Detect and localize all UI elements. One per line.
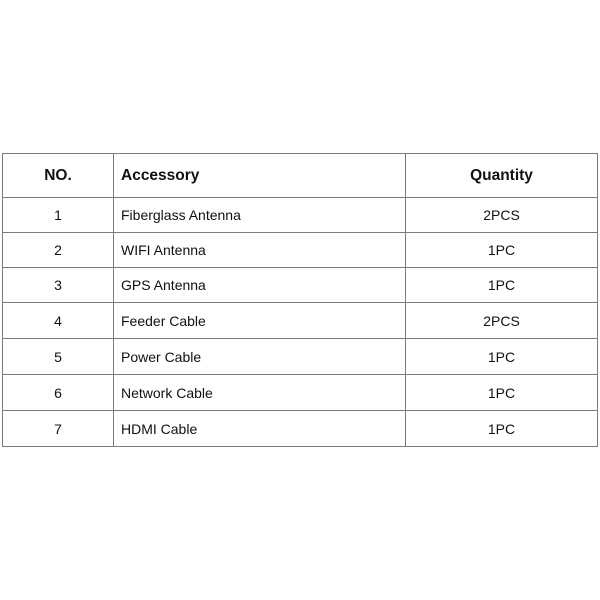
cell-quantity: 2PCS (406, 198, 598, 233)
cell-accessory: WIFI Antenna (114, 233, 406, 268)
cell-no: 4 (3, 303, 114, 339)
cell-no: 6 (3, 375, 114, 411)
header-quantity: Quantity (406, 154, 598, 198)
cell-accessory: Network Cable (114, 375, 406, 411)
table-row (3, 198, 598, 233)
cell-quantity: 1PC (406, 233, 598, 268)
cell-quantity: 1PC (406, 411, 598, 447)
cell-accessory: GPS Antenna (114, 268, 406, 303)
table-row (3, 268, 598, 303)
cell-quantity: 1PC (406, 268, 598, 303)
cell-accessory: Power Cable (114, 339, 406, 375)
table-row (3, 233, 598, 268)
cell-no: 5 (3, 339, 114, 375)
accessories-table (2, 153, 598, 447)
header-accessory: Accessory (114, 154, 406, 198)
cell-quantity: 1PC (406, 339, 598, 375)
cell-no: 7 (3, 411, 114, 447)
cell-accessory: Feeder Cable (114, 303, 406, 339)
table-row (3, 375, 598, 411)
cell-no: 3 (3, 268, 114, 303)
cell-no: 1 (3, 198, 114, 233)
table-row (3, 339, 598, 375)
table-row (3, 303, 598, 339)
table-row (3, 411, 598, 447)
header-no: NO. (3, 154, 114, 198)
cell-accessory: Fiberglass Antenna (114, 198, 406, 233)
cell-quantity: 1PC (406, 375, 598, 411)
cell-no: 2 (3, 233, 114, 268)
table-header-row (3, 154, 598, 198)
cell-quantity: 2PCS (406, 303, 598, 339)
cell-accessory: HDMI Cable (114, 411, 406, 447)
